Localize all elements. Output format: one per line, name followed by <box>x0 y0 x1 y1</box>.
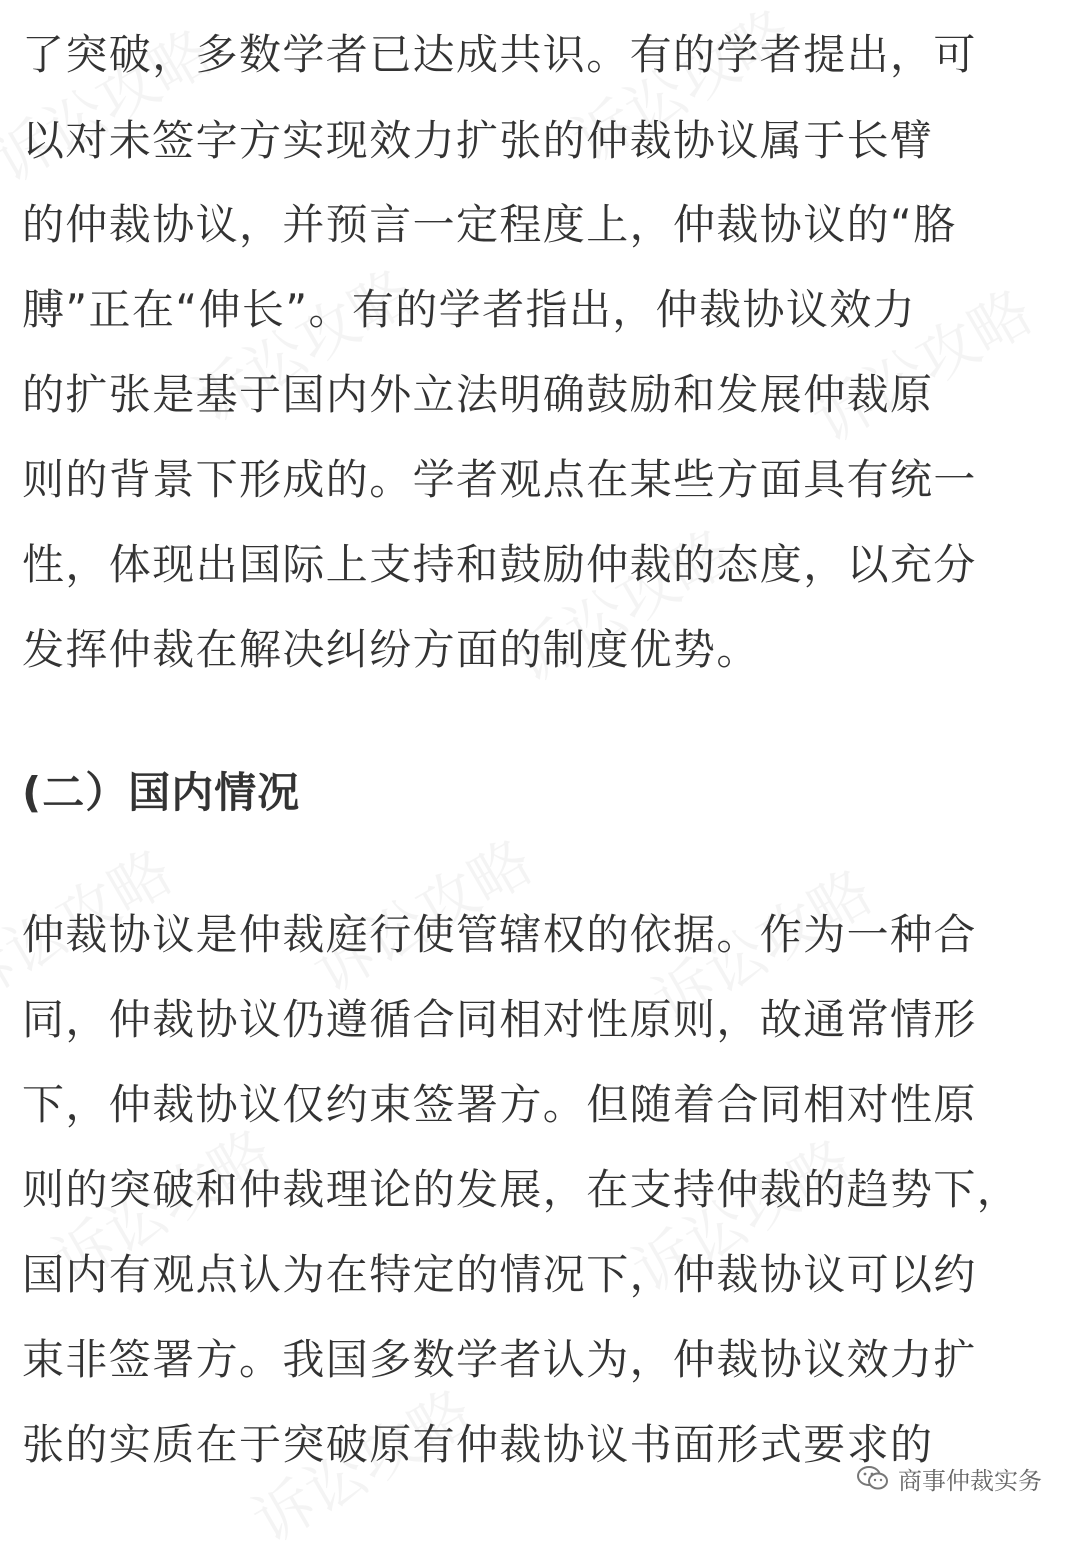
paragraph-2-line: 国内有观点认为在特定的情况下，仲裁协议可以约 <box>22 1250 977 1299</box>
paragraph-1-line: 的仲裁协议，并预言一定程度上，仲裁协议的“胳 <box>22 200 957 249</box>
paragraph-2-line: 张的实质在于突破原有仲裁协议书面形式要求的 <box>22 1420 934 1469</box>
paragraph-1-line: 则的背景下形成的。学者观点在某些方面具有统一 <box>22 455 977 504</box>
source-badge[interactable] <box>856 1462 1042 1494</box>
paragraph-1-line: 的扩张是基于国内外立法明确鼓励和发展仲裁原 <box>22 370 934 419</box>
paragraph-2-line: 仲裁协议是仲裁庭行使管辖权的依据。作为一种合 <box>22 910 977 959</box>
paragraph-1-line: 以对未签字方实现效力扩张的仲裁协议属于长臂 <box>22 116 934 165</box>
wechat-icon <box>856 1465 890 1491</box>
paragraph-2-line: 下，仲裁协议仅约束签署方。但随着合同相对性原 <box>22 1080 977 1129</box>
source-label: 商事仲裁实务 <box>898 1466 1042 1495</box>
paragraph-2-line: 则的突破和仲裁理论的发展，在支持仲裁的趋势下， <box>22 1165 1021 1214</box>
paragraph-1-line: 发挥仲裁在解决纠纷方面的制度优势。 <box>22 625 760 674</box>
paragraph-2-line: 束非签署方。我国多数学者认为，仲裁协议效力扩 <box>22 1335 977 1384</box>
section-heading: (二）国内情况 <box>22 768 301 817</box>
paragraph-1-line: 了突破，多数学者已达成共识。有的学者提出，可 <box>22 30 977 79</box>
paragraph-2-line: 同，仲裁协议仍遵循合同相对性原则，故通常情形 <box>22 995 977 1044</box>
paragraph-1-line: 性，体现出国际上支持和鼓励仲裁的态度，以充分 <box>22 540 977 589</box>
paragraph-1-line: 膊”正在“伸长”。有的学者指出，仲裁协议效力 <box>22 285 917 334</box>
